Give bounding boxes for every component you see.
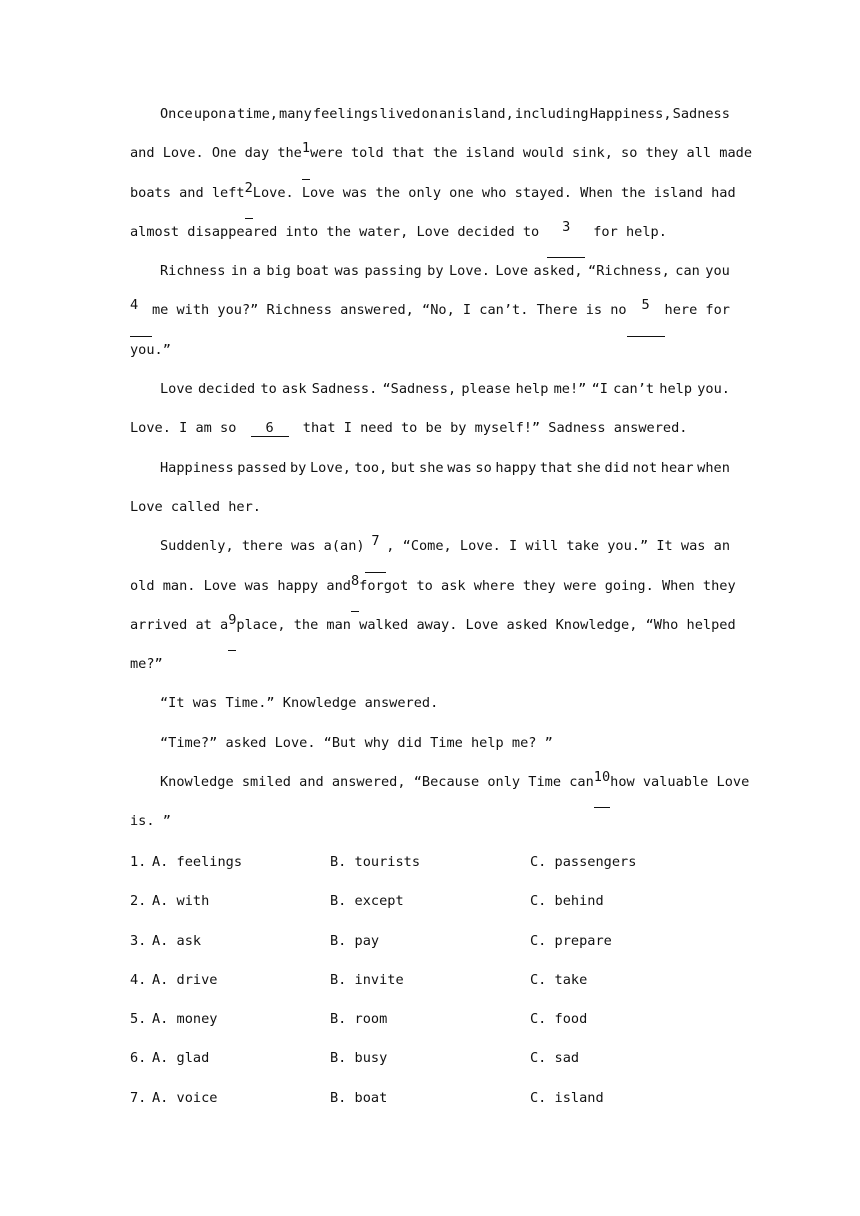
- passage-line-5: Richness in a big boat was passing by Love. Love asked, “Richness, can you: [160, 263, 730, 280]
- passage-line-3: boats and left 2 Love. Love was the only one who stayed. When the island had: [130, 180, 730, 219]
- passage-line-2: and Love. One day the 1 were told that the island would sink, so they all made: [130, 140, 730, 179]
- option-c: C. take: [530, 971, 588, 988]
- passage-line-7: you.”: [130, 341, 171, 358]
- blank-7: 7: [365, 533, 387, 572]
- blank-10: 10: [594, 769, 610, 808]
- option-b: B. tourists: [330, 854, 421, 870]
- question-number: 1.: [130, 854, 147, 870]
- passage-line-18: Knowledge smiled and answered, “Because only Time can 10 how valuable Love: [130, 769, 730, 808]
- blank-2: 2: [245, 180, 253, 219]
- blank-3: 3: [547, 219, 585, 258]
- option-b: B. except: [330, 893, 404, 910]
- question-number: 3.: [130, 932, 147, 949]
- option-row: [130, 1085, 730, 1124]
- question-number: 5.: [130, 1011, 147, 1028]
- option-a: A. drive: [152, 971, 218, 988]
- blank-1: 1: [302, 140, 310, 179]
- blank-9: 9: [228, 612, 236, 651]
- option-c: C. island: [530, 1089, 604, 1106]
- option-a: A. feelings: [152, 854, 243, 870]
- passage-line-17: “Time?” asked Love. “But why did Time help me? ”: [160, 734, 553, 751]
- blank-8: 8: [351, 573, 359, 612]
- passage-line-16: “It was Time.” Knowledge answered.: [160, 695, 439, 712]
- blank-5: 5: [627, 297, 665, 336]
- passage-line-4: almost disappeared into the water, Love decided to 3 for help.: [130, 219, 730, 258]
- option-a: A. glad: [152, 1050, 210, 1067]
- question-number: 6.: [130, 1050, 147, 1067]
- option-c: C. behind: [530, 893, 604, 910]
- option-a: A. money: [152, 1011, 218, 1028]
- passage-line-1: Once upon a time, many feelings lived on an island, including Happiness, Sadness: [160, 106, 730, 122]
- answer-options: [130, 849, 730, 1124]
- question-number: 7.: [130, 1089, 147, 1106]
- passage-line-15: me?”: [130, 656, 163, 673]
- passage-line-6: 4 me with you?” Richness answered, “No, I can’t. There is no 5 here for: [130, 297, 730, 336]
- option-row: [130, 928, 730, 967]
- option-row: [130, 967, 730, 1006]
- option-c: C. food: [530, 1011, 588, 1028]
- passage-line-11: Love called her.: [130, 498, 261, 515]
- option-c: C. prepare: [530, 932, 612, 949]
- option-b: B. boat: [330, 1089, 388, 1106]
- cloze-passage: [130, 101, 753, 848]
- option-b: B. invite: [330, 971, 404, 988]
- passage-line-10: Happiness passed by Love, too, but she was so happy that she did not hear when: [160, 459, 730, 476]
- option-row: [130, 1045, 730, 1084]
- option-c: C. passengers: [530, 854, 637, 870]
- option-b: B. pay: [330, 932, 380, 949]
- passage-line-14: arrived at a 9 place, the man walked away. Love asked Knowledge, “Who helped: [130, 612, 730, 651]
- question-number: 2.: [130, 893, 147, 910]
- passage-line-13: old man. Love was happy and 8 forgot to ask where they were going. When they: [130, 573, 730, 612]
- passage-line-9: Love. I am so 6 that I need to be by myself!” Sadness answered.: [130, 420, 688, 437]
- option-row: [130, 849, 730, 888]
- blank-4: 4: [130, 297, 152, 336]
- option-a: A. ask: [152, 932, 202, 949]
- passage-line-8: Love decided to ask Sadness. “Sadness, please help me!” “I can’t help you.: [160, 381, 730, 398]
- passage-line-19: is. ”: [130, 813, 171, 830]
- blank-6: 6: [251, 420, 289, 437]
- option-a: A. with: [152, 893, 210, 910]
- option-row: [130, 888, 730, 927]
- option-b: B. room: [330, 1011, 388, 1028]
- option-a: A. voice: [152, 1089, 218, 1106]
- question-number: 4.: [130, 971, 147, 988]
- passage-line-12: Suddenly, there was a(an) 7 , “Come, Love. I will take you.” It was an: [130, 533, 730, 572]
- option-c: C. sad: [530, 1050, 580, 1067]
- option-b: B. busy: [330, 1050, 388, 1067]
- option-row: [130, 1006, 730, 1045]
